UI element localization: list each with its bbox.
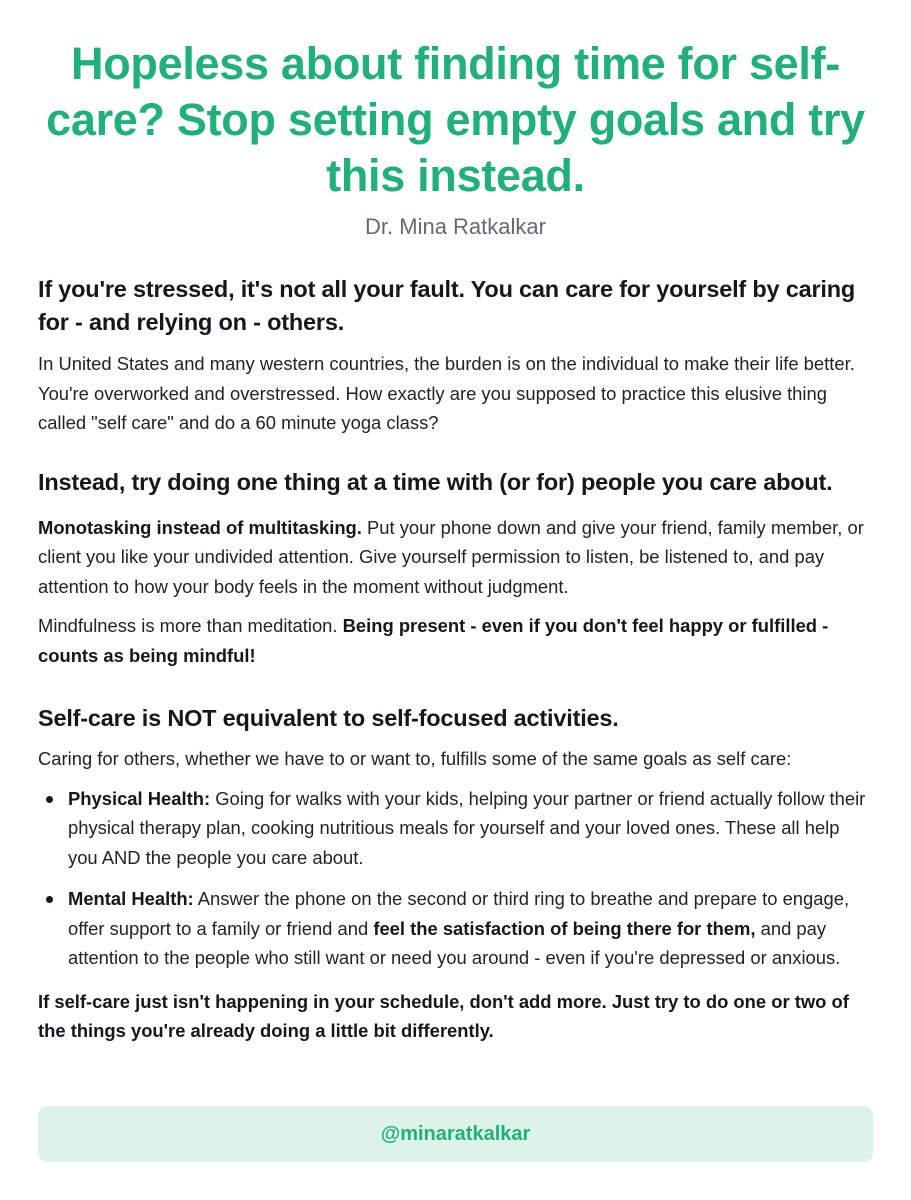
mindfulness-paragraph [38, 611, 873, 670]
list-item-bold: feel the satisfaction of being there for them, [373, 917, 756, 939]
section-monotasking [38, 466, 873, 671]
bold-emphasis: Being present - even if you don't feel happy or fulfilled - counts as being mindful! [38, 615, 829, 666]
section-stress [38, 273, 873, 438]
list-item-label: Physical Health: [68, 787, 211, 809]
list-item-label: Mental Health: [68, 888, 194, 909]
bold-lead: Monotasking instead of multitasking. [38, 516, 362, 538]
section-heading: Self-care is NOT equivalent to self-focused activities. [38, 705, 619, 731]
page-title: Hopeless about finding time for self-care? Stop setting empty goals and try this instead. [46, 38, 865, 201]
section-heading: If you're stressed, it's not all your fault. You can care for yourself by caring for - and relying on - others. [38, 276, 856, 335]
section-paragraph: In United States and many western countries, the burden is on the individual to make their life better. You're overworked and overstressed. How exactly are you supposed to practice this elusive thing called "self care" and do a 60 minute yoga class? [38, 353, 855, 433]
social-handle: @minaratkalkar [380, 1122, 531, 1145]
health-list [38, 784, 873, 973]
list-item-physical-health [68, 784, 873, 873]
closing-paragraph: If self-care just isn't happening in your schedule, don't add more. Just try to do one or two of the things you're already doing a little bit differently. [38, 990, 849, 1041]
list-item-mental-health [68, 884, 873, 973]
list-item-text: Answer the phone on the second or third ring to breathe and prepare to engage, offer support to a family or friend and [68, 888, 850, 939]
bullet-dot [46, 896, 53, 903]
bullet-dot [46, 796, 53, 803]
section-intro: Caring for others, whether we have to or want to, fulfills some of the same goals as self care: [38, 748, 792, 769]
list-item-text: Going for walks with your kids, helping your partner or friend actually follow their physical therapy plan, cooking nutritious meals for yourself and your loved ones. These all help you AND the people you care about. [68, 787, 866, 868]
paragraph-text: Put your phone down and give your friend, family member, or client you like your undivided attention. Give yourself permission to listen, be listened to, and pay attention to how your body feels in the moment without judgment. [38, 516, 864, 597]
section-self-care [38, 702, 873, 1046]
list-item-text: and pay attention to the people who still want or need you around - even if you're depressed or anxious. [68, 917, 841, 968]
author-name: Dr. Mina Ratkalkar [365, 214, 546, 239]
paragraph-text: Mindfulness is more than meditation. [38, 615, 343, 636]
footer-banner [38, 1106, 873, 1162]
monotasking-paragraph [38, 513, 873, 602]
section-heading: Instead, try doing one thing at a time with (or for) people you care about. [38, 468, 833, 495]
